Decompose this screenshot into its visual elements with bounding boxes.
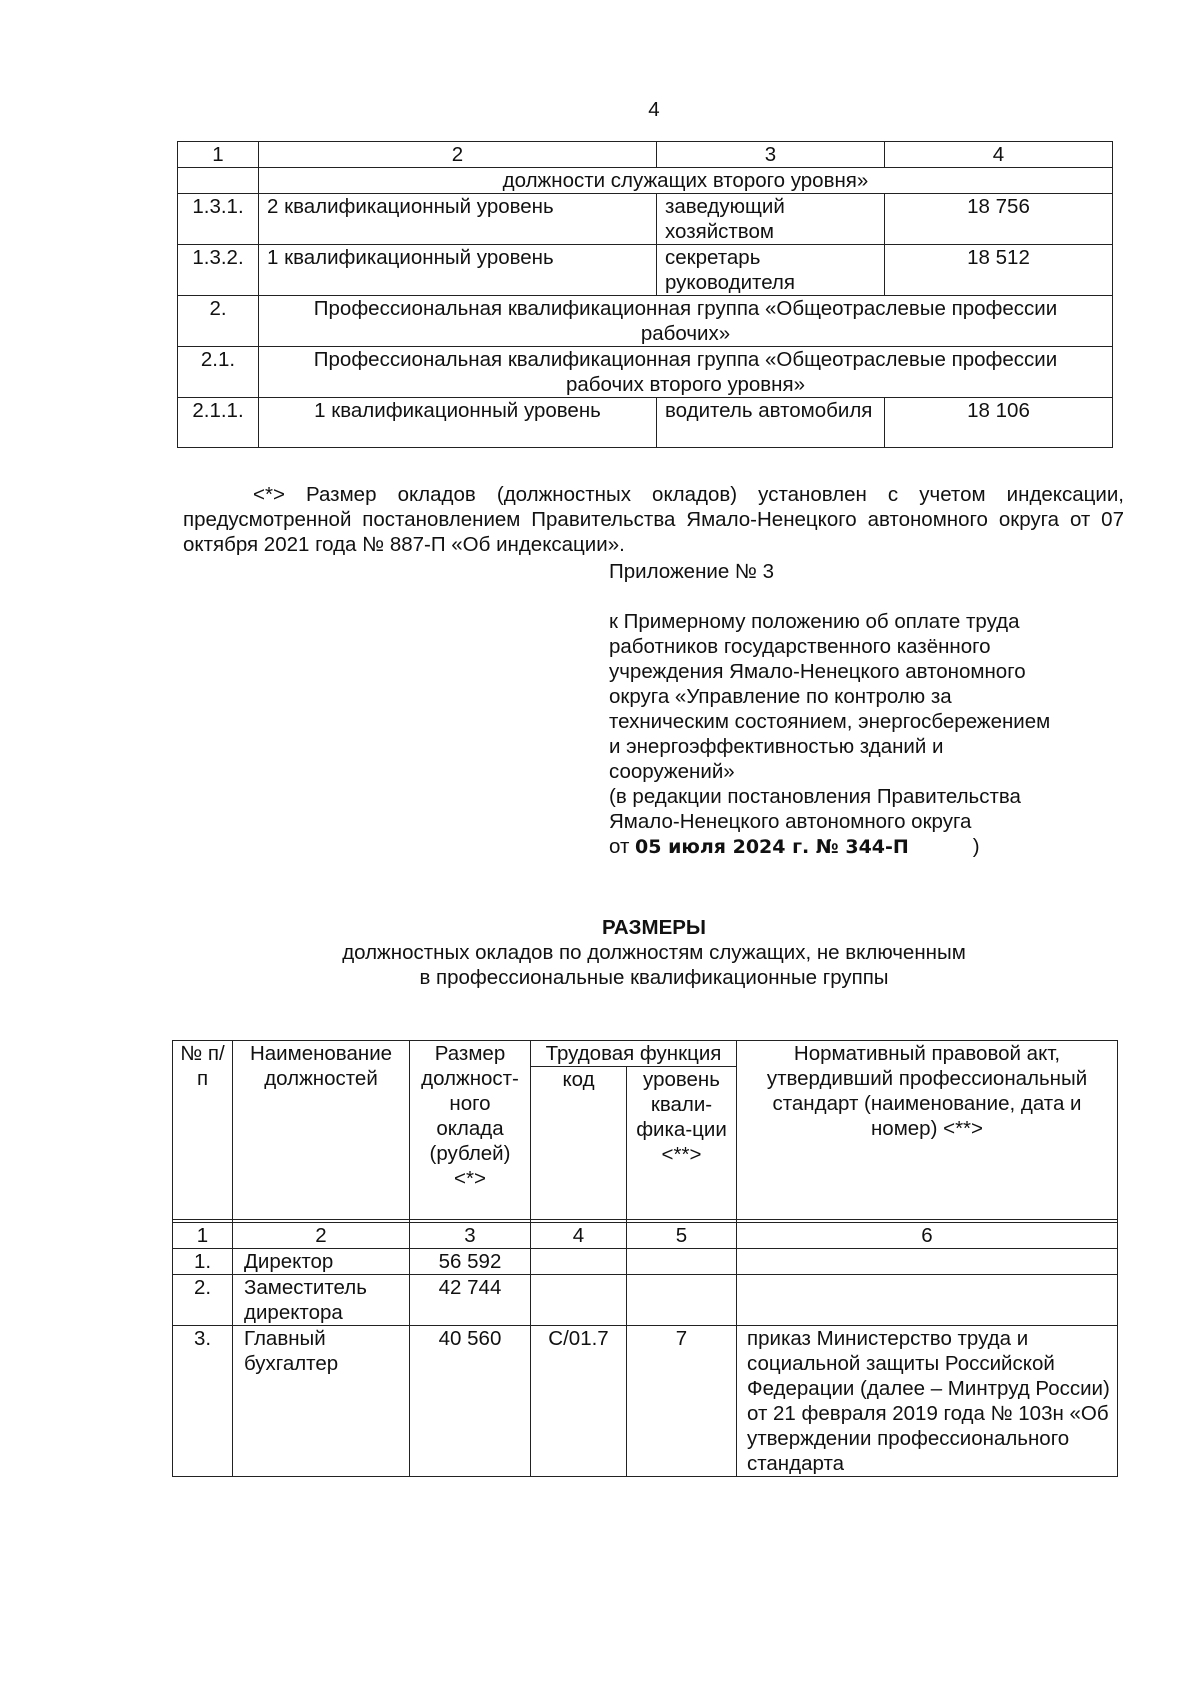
table-row	[178, 347, 1113, 398]
group-title-cell: Профессиональная квалификационная группа «Общеотраслевые профессии рабочих»	[259, 296, 1113, 347]
header-cell-code: код	[531, 1067, 627, 1220]
table-row	[178, 296, 1113, 347]
header-cell: 1	[178, 142, 259, 168]
row-number-cell: 2.	[173, 1275, 233, 1326]
salary-cell: 18 512	[885, 245, 1113, 296]
decree-line	[609, 834, 1129, 860]
header-cell-num: № п/п	[173, 1041, 233, 1220]
column-number-cell: 1	[173, 1223, 233, 1249]
level-cell: 1 квалификационный уровень	[259, 398, 657, 448]
appendix-line: к Примерному положению об оплате труда	[609, 610, 1020, 633]
column-number-cell: 6	[737, 1223, 1118, 1249]
salary-table	[172, 1040, 1118, 1477]
appendix-line: округа «Управление по контролю за	[609, 685, 952, 708]
row-number-cell: 1.3.2.	[178, 245, 259, 296]
row-number-cell: 2.1.1.	[178, 398, 259, 448]
appendix-line: техническим состоянием, энергосбережением	[609, 710, 1051, 733]
header-cell-act: Нормативный правовой акт, утвердивший профессиональный стандарт (наименование, дата и номер) <**>	[737, 1041, 1118, 1220]
group-title-cell: Профессиональная квалификационная группа «Общеотраслевые профессии рабочих второго уровня»	[259, 347, 1113, 398]
table-header-row	[173, 1041, 1118, 1067]
document-subtitle: должностных окладов по должностям служащих, не включенным	[342, 941, 966, 964]
table-row	[173, 1275, 1118, 1326]
salary-cell: 42 744	[410, 1275, 531, 1326]
decree-date-number: 05 июля 2024 г. № 344-П	[635, 836, 909, 858]
row-number-cell: 1.	[173, 1249, 233, 1275]
decree-prefix: от	[609, 835, 630, 858]
header-cell-function: Трудовая функция	[531, 1041, 737, 1067]
level-cell: 1 квалификационный уровень	[259, 245, 657, 296]
appendix-line: работников государственного казённого	[609, 635, 991, 658]
appendix-title: Приложение № 3	[609, 560, 775, 583]
header-cell-salary: Размер должност-ного оклада (рублей) <*>	[410, 1041, 531, 1220]
section-title-cell: должности служащих второго уровня»	[259, 168, 1113, 194]
position-name-cell: Директор	[233, 1249, 410, 1275]
appendix-line: Ямало-Ненецкого автономного округа	[609, 810, 972, 833]
table-row	[178, 245, 1113, 296]
salary-cell: 56 592	[410, 1249, 531, 1275]
position-cell: секретарь руководителя	[657, 245, 885, 296]
header-cell: 2	[259, 142, 657, 168]
column-number-cell: 5	[627, 1223, 737, 1249]
page-number: 4	[648, 98, 660, 121]
row-number-cell: 1.3.1.	[178, 194, 259, 245]
column-number-row	[173, 1223, 1118, 1249]
row-number-cell: 2.	[178, 296, 259, 347]
position-cell: заведующий хозяйством	[657, 194, 885, 245]
table-row	[178, 168, 1113, 194]
appendix-line: сооружений»	[609, 760, 735, 783]
qual-cell: 7	[627, 1326, 737, 1477]
document-subtitle: в профессиональные квалификационные группы	[419, 966, 889, 989]
row-number-cell: 2.1.	[178, 347, 259, 398]
table-row	[173, 1326, 1118, 1477]
row-number-cell: 3.	[173, 1326, 233, 1477]
salary-cell: 40 560	[410, 1326, 531, 1477]
header-cell-qual: уровень квали-фика-ции <**>	[627, 1067, 737, 1220]
code-cell: С/01.7	[531, 1326, 627, 1477]
position-name-cell: Заместитель директора	[233, 1275, 410, 1326]
table-row	[173, 1249, 1118, 1275]
qual-cell	[627, 1249, 737, 1275]
column-number-cell: 4	[531, 1223, 627, 1249]
position-name-cell: Главный бухгалтер	[233, 1326, 410, 1477]
appendix-note	[609, 559, 1129, 860]
empty-cell	[178, 168, 259, 194]
column-number-cell: 3	[410, 1223, 531, 1249]
act-cell	[737, 1275, 1118, 1326]
code-cell	[531, 1249, 627, 1275]
table-header-row	[178, 142, 1113, 168]
position-cell: водитель автомобиля	[657, 398, 885, 448]
footnote-text: <*> Размер окладов (должностных окладов) установлен с учетом индексации, предусмотренной постановлением Правительства Ямало-Ненецкого автономного округа от 07 октября 2021 года № 887-П «Об индексации».	[183, 483, 1124, 556]
document-heading: РАЗМЕРЫ	[601, 916, 706, 939]
header-cell-name: Наименование должностей	[233, 1041, 410, 1220]
header-cell: 3	[657, 142, 885, 168]
table-row	[178, 194, 1113, 245]
salary-cell: 18 106	[885, 398, 1113, 448]
appendix-line: (в редакции постановления Правительства	[609, 785, 1021, 808]
appendix-line: учреждения Ямало-Ненецкого автономного	[609, 660, 1026, 683]
act-cell: приказ Министерство труда и социальной защиты Российской Федерации (далее – Минтруд России) от 21 февраля 2019 года № 103н «Об утверждении профессионального стандарта	[737, 1326, 1118, 1477]
decree-suffix: )	[972, 835, 980, 858]
code-cell	[531, 1275, 627, 1326]
top-table	[177, 141, 1113, 448]
table-row	[178, 398, 1113, 448]
header-cell: 4	[885, 142, 1113, 168]
qual-cell	[627, 1275, 737, 1326]
salary-cell: 18 756	[885, 194, 1113, 245]
act-cell	[737, 1249, 1118, 1275]
column-number-cell: 2	[233, 1223, 410, 1249]
level-cell: 2 квалификационный уровень	[259, 194, 657, 245]
appendix-line: и энергоэффективностью зданий и	[609, 735, 944, 758]
footnote	[183, 482, 1124, 557]
